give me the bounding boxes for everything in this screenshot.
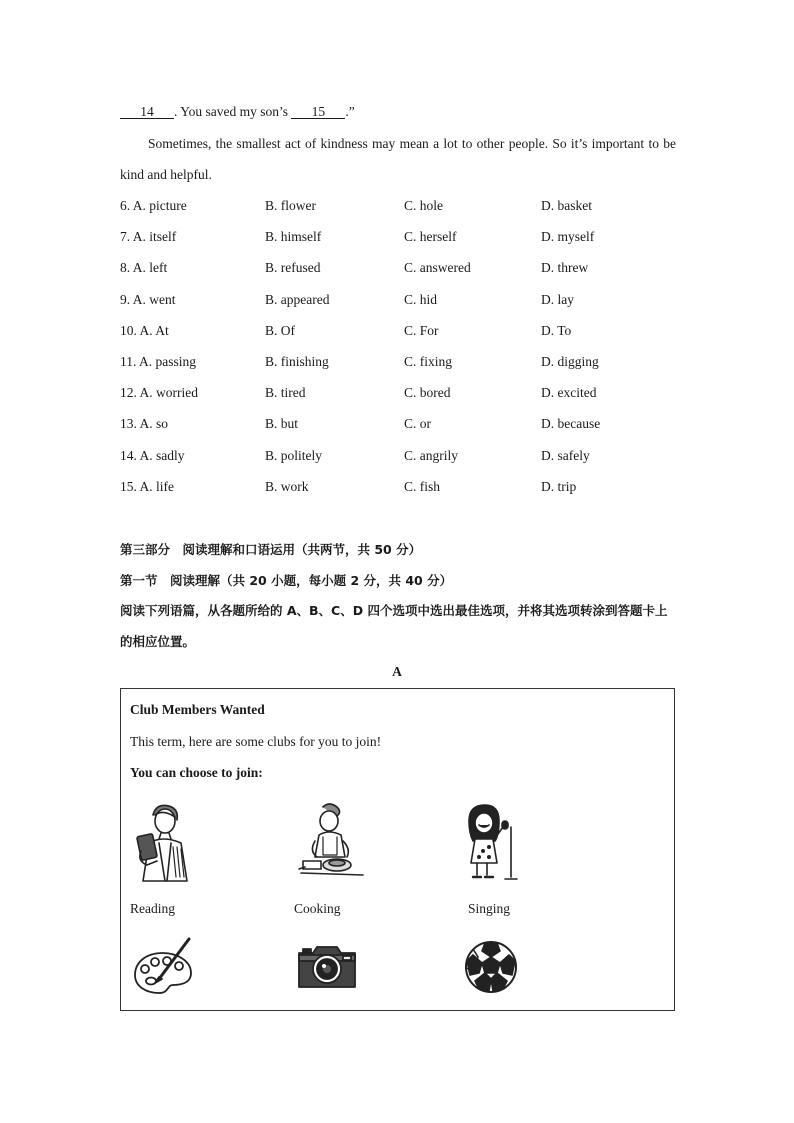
option-row: 10. A. At B. Of C. For D. To xyxy=(120,322,572,338)
passage-line-blanks xyxy=(120,104,355,120)
blank-15: 15 xyxy=(291,105,345,119)
cooking-person-icon xyxy=(297,801,367,883)
option-row: 13. A. so B. but C. or D. because xyxy=(120,416,601,432)
club-notice-choose: You can choose to join: xyxy=(130,765,263,780)
passage-line-mid: . You saved my son’s xyxy=(174,104,292,119)
club-label-reading: Reading xyxy=(130,901,175,916)
club-notice-box xyxy=(120,688,675,1011)
blank-14: 14 xyxy=(120,105,174,119)
option-row: 15. A. life B. work C. fish D. trip xyxy=(120,478,577,494)
option-row: 9. A. went B. appeared C. hid D. lay xyxy=(120,291,574,307)
soccer-ball-icon xyxy=(463,939,519,995)
reading-instruction: 阅读下列语篇，从各题所给的 A、B、C、D 四个选项中选出最佳选项，并将其选项转涂到答题卡上的相应位置。 xyxy=(120,603,668,649)
option-row: 8. A. left B. refused C. answered D. threw xyxy=(120,260,589,276)
answer-options xyxy=(120,190,680,502)
passage-paragraph: Sometimes, the smallest act of kindness may mean a lot to other people. So it’s important to be kind and helpful. xyxy=(120,136,676,182)
option-row: 7. A. itself B. himself C. herself D. myself xyxy=(120,229,595,245)
camera-icon xyxy=(295,941,359,991)
club-notice-intro: This term, here are some clubs for you to join! xyxy=(130,734,382,749)
passage-line-end: .” xyxy=(345,104,355,119)
club-label-cooking: Cooking xyxy=(294,901,341,916)
option-row: 14. A. sadly B. politely C. angrily D. safely xyxy=(120,447,590,463)
part3-title: 第三部分 阅读理解和口语运用（共两节，共 50 分） xyxy=(120,542,422,557)
singing-girl-icon xyxy=(459,801,529,883)
section1-title: 第一节 阅读理解（共 20 小题，每小题 2 分，共 40 分） xyxy=(120,573,453,588)
club-label-singing: Singing xyxy=(468,901,511,916)
passage-letter: A xyxy=(392,664,402,679)
option-row: 12. A. worried B. tired C. bored D. excited xyxy=(120,385,597,401)
paint-palette-icon xyxy=(133,935,195,997)
option-row: 11. A. passing B. finishing C. fixing D. digging xyxy=(120,353,599,369)
option-row: 6. A. picture B. flower C. hole D. basket xyxy=(120,198,592,213)
reading-person-icon xyxy=(131,801,201,883)
club-notice-title: Club Members Wanted xyxy=(130,702,265,717)
